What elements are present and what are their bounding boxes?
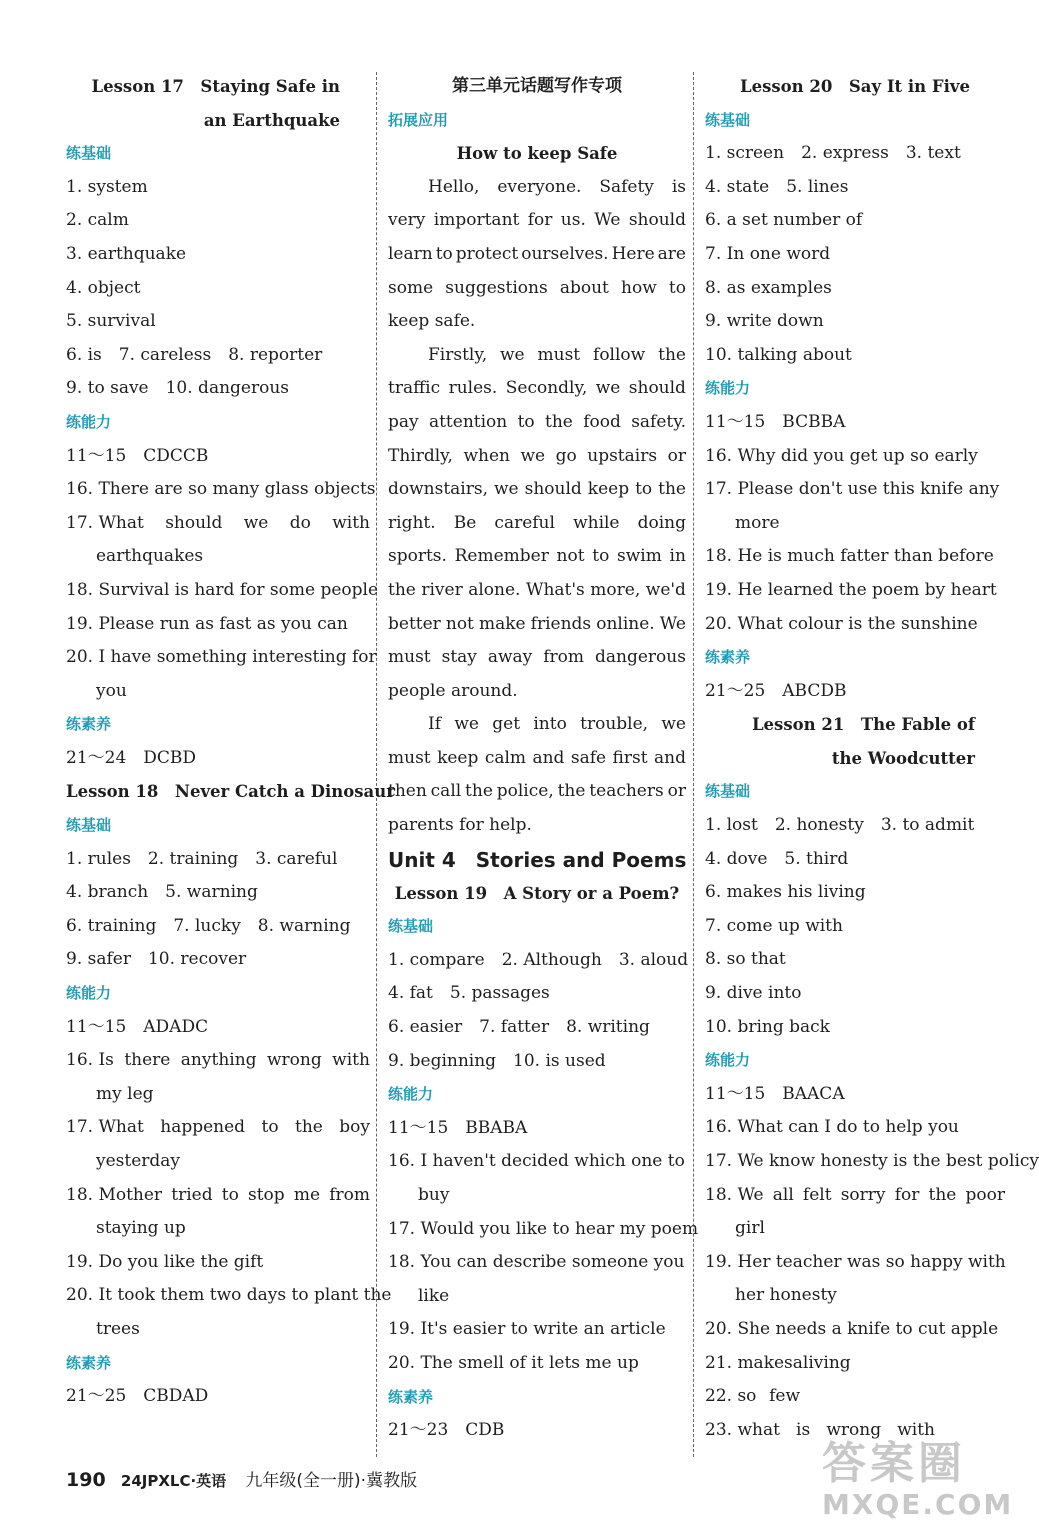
answer-line — [66, 1179, 370, 1213]
question-range: 11～15 — [705, 411, 766, 432]
unit-title: Unit 4 Stories and Poems — [388, 847, 687, 872]
section-extension: 拓展应用 — [388, 110, 449, 129]
essay-line — [388, 204, 686, 238]
column-divider — [376, 72, 377, 1457]
answer-line — [66, 1380, 370, 1414]
essay-line — [388, 540, 686, 574]
essay-word: Hello, — [428, 176, 480, 197]
essay-word: in — [669, 546, 686, 567]
answer-line: my leg — [96, 1083, 154, 1104]
word: there — [124, 1050, 171, 1071]
essay-word: must — [388, 747, 431, 768]
word: from — [329, 1184, 370, 1205]
question-range: 21～25 — [705, 680, 766, 701]
section-ability: 练能力 — [66, 984, 112, 1003]
essay-word: should — [628, 210, 686, 231]
word: sorry — [840, 1184, 886, 1205]
answer-line: 1. compare 2. Although 3. aloud — [388, 949, 689, 970]
essay-word: the — [658, 344, 686, 365]
watermark — [822, 1440, 1012, 1526]
essay-word: away — [487, 647, 533, 668]
answer-line: 4. branch 5. warning — [66, 882, 258, 903]
answer-line: 4. state 5. lines — [705, 176, 849, 197]
section-basic: 练基础 — [66, 144, 112, 163]
essay-word: to — [435, 243, 453, 264]
section-quality: 练素养 — [66, 1353, 112, 1372]
word: stop — [248, 1184, 285, 1205]
lesson-title: Lesson 18 Never Catch a Dinosaur — [66, 782, 395, 802]
essay-word: about — [559, 277, 609, 298]
answer-line: trees — [96, 1318, 140, 1339]
essay-line — [388, 675, 686, 709]
answer-line: 18. You can describe someone you — [388, 1252, 685, 1273]
word: wrong — [826, 1419, 882, 1440]
essay-word: river — [421, 579, 463, 600]
essay-line — [388, 809, 686, 843]
answer-line: 4. object — [66, 277, 141, 298]
essay-line — [388, 775, 686, 809]
answer-line: 19. It's easier to write an article — [388, 1319, 666, 1340]
answer-line: 20. She needs a knife to cut apple — [705, 1318, 999, 1339]
section-quality: 练素养 — [388, 1387, 434, 1406]
word: few — [769, 1386, 800, 1407]
essay-line — [388, 305, 686, 339]
essay-word: first — [612, 747, 648, 768]
answer-line: buy — [418, 1185, 450, 1205]
essay-word: traffic — [388, 378, 441, 399]
answer-line: 17. Please don't use this knife any — [705, 479, 1000, 500]
word: we — [243, 512, 269, 533]
answer-line: 16. I haven't decided which one to — [388, 1151, 685, 1172]
essay-line — [388, 440, 686, 474]
answer-line — [705, 675, 1005, 709]
word: the — [294, 1117, 323, 1138]
section-ability: 练能力 — [388, 1085, 434, 1104]
word: to — [261, 1117, 279, 1138]
column-divider — [693, 72, 694, 1457]
watermark-url: MXQE.COM — [822, 1488, 1014, 1521]
essay-word: doing — [637, 512, 686, 533]
essay-word: keep — [437, 747, 479, 768]
essay-word: or — [667, 781, 686, 802]
essay-line — [388, 608, 686, 642]
essay-word: Secondly, — [505, 378, 588, 399]
answer-line: 4. fat 5. passages — [388, 983, 550, 1004]
essay-word: the — [658, 479, 686, 500]
essay-line — [388, 641, 686, 675]
essay-word: must — [537, 344, 581, 365]
answer-line: 18. He is much fatter than before — [705, 546, 994, 567]
essay-title: How to keep Safe — [456, 144, 618, 164]
essay-word: the — [545, 411, 573, 432]
word: tried — [171, 1184, 213, 1205]
word: 16. Is — [66, 1050, 114, 1071]
essay-word: right. — [388, 512, 436, 533]
answer-line — [66, 1111, 370, 1145]
book-code: 24JPXLC·英语 — [120, 1472, 227, 1490]
answer-line: 18. Survival is hard for some people — [66, 579, 379, 600]
answer-line: 9. beginning 10. is used — [388, 1050, 606, 1071]
essay-word: Thirdly, — [388, 445, 453, 466]
answer-line — [66, 1044, 370, 1078]
essay-word: call — [430, 781, 462, 802]
essay-word: should — [628, 378, 686, 399]
word: boy — [339, 1117, 370, 1138]
choice-answers: BCBBA — [782, 411, 846, 432]
answer-line: earthquakes — [96, 546, 204, 567]
column-3 — [705, 70, 1039, 1447]
essay-word: sports. — [388, 546, 447, 567]
essay-word: to — [517, 411, 535, 432]
answer-line: you — [96, 680, 127, 701]
essay-word: food — [583, 411, 621, 432]
essay-word: calm — [484, 747, 527, 768]
essay-word: upstairs — [587, 445, 658, 466]
essay-word: are — [657, 243, 686, 264]
essay-word: What's — [525, 579, 585, 600]
essay-word: Safety — [599, 176, 654, 197]
word: is — [796, 1419, 811, 1440]
word: living — [802, 1352, 851, 1373]
essay-word: follow — [593, 344, 646, 365]
word: wrong — [266, 1050, 322, 1071]
answer-line: 6. training 7. lucky 8. warning — [66, 915, 351, 936]
answer-line — [705, 1179, 1005, 1213]
question-range: 21～25 — [66, 1386, 127, 1407]
answer-line: 16. Why did you get up so early — [705, 445, 978, 466]
essay-word: when — [463, 445, 510, 466]
answer-line: her honesty — [735, 1285, 837, 1306]
essay-word: Remember — [454, 546, 549, 567]
answer-line — [66, 742, 370, 776]
essay-word: we — [454, 714, 479, 735]
word: should — [165, 512, 223, 533]
unit-topic-title: 第三单元话题写作专项 — [452, 76, 622, 96]
word: 21. makes — [705, 1352, 793, 1373]
essay-line — [388, 708, 686, 742]
essay-word: We — [594, 210, 621, 231]
essay-word: from — [543, 647, 585, 668]
essay-word: Here — [611, 243, 655, 264]
answer-line — [705, 1380, 800, 1414]
essay-word: make — [478, 613, 526, 634]
choice-answers: ABCDB — [782, 680, 847, 701]
answer-line — [388, 1112, 686, 1146]
essay-word: Firstly, — [428, 344, 488, 365]
essay-word: ourselves. — [521, 243, 609, 264]
essay-word: we — [500, 344, 525, 365]
choice-answers: ADADC — [143, 1016, 209, 1037]
answer-line: 20. The smell of it lets me up — [388, 1352, 639, 1373]
word: me — [293, 1184, 321, 1205]
answer-line: 6. makes his living — [705, 882, 866, 903]
word: 17. What — [66, 1117, 144, 1138]
choice-answers: CDCCB — [143, 445, 209, 466]
word: happened — [160, 1117, 246, 1138]
word: do — [289, 512, 311, 533]
answer-line: 20. It took them two days to plant the — [66, 1285, 392, 1306]
essay-word: into — [533, 714, 567, 735]
essay-word: better — [388, 613, 441, 634]
word: all — [772, 1184, 794, 1205]
word: felt — [802, 1184, 832, 1205]
question-range: 11～15 — [705, 1083, 766, 1104]
answer-line: 9. dive into — [705, 983, 802, 1004]
essay-word: is — [671, 176, 686, 197]
essay-word: or — [667, 445, 686, 466]
essay-word: not — [556, 546, 585, 567]
essay-line — [388, 574, 686, 608]
essay-line — [388, 372, 686, 406]
word: to — [221, 1184, 239, 1205]
answer-line: 5. survival — [66, 311, 156, 332]
answer-line: 1. lost 2. honesty 3. to admit — [705, 815, 975, 836]
choice-answers: CBDAD — [143, 1386, 209, 1407]
lesson-title: Lesson 17 Staying Safe in — [91, 77, 340, 96]
answer-line: 4. dove 5. third — [705, 848, 849, 869]
essay-word: dangerous — [595, 647, 686, 668]
section-basic: 练基础 — [388, 917, 434, 936]
essay-line — [388, 406, 686, 440]
column-2 — [388, 70, 699, 1448]
answer-line: 19. Her teacher was so happy with — [705, 1251, 1006, 1272]
answer-line — [705, 406, 1005, 440]
essay-word: must — [388, 647, 431, 668]
essay-word: we'd — [645, 579, 686, 600]
section-ability: 练能力 — [66, 412, 112, 431]
essay-word: we — [520, 445, 546, 466]
word: 18. Mother — [66, 1184, 163, 1205]
essay-word: to — [668, 277, 686, 298]
word: poor — [965, 1184, 1005, 1205]
watermark-mark: 答案圈 — [822, 1438, 966, 1489]
word: 18. We — [705, 1184, 764, 1205]
question-range: 21～24 — [66, 747, 127, 768]
essay-word: alone. — [468, 579, 521, 600]
answer-line: 6. easier 7. fatter 8. writing — [388, 1017, 650, 1038]
essay-word: We — [659, 613, 686, 634]
choice-answers: DCBD — [143, 747, 197, 768]
essay-word: important — [433, 210, 520, 231]
answer-line — [705, 1347, 851, 1381]
essay-word: swim — [617, 546, 662, 567]
answer-line: 9. safer 10. recover — [66, 949, 247, 970]
essay-word: downstairs, — [388, 479, 488, 500]
essay-word: then — [388, 781, 427, 802]
answer-line: yesterday — [96, 1151, 181, 1171]
question-range: 21～23 — [388, 1420, 449, 1441]
essay-word: to — [635, 479, 653, 500]
answer-line: 8. as examples — [705, 277, 832, 298]
word: anything — [180, 1050, 257, 1071]
essay-word: learn — [388, 243, 433, 264]
answer-line: 20. What colour is the sunshine — [705, 613, 978, 634]
lesson-title: Lesson 21 The Fable of — [751, 715, 975, 735]
essay-word: we — [595, 378, 621, 399]
essay-line — [388, 507, 686, 541]
essay-line — [388, 238, 686, 272]
answer-line: 16. There are so many glass objects — [66, 479, 376, 500]
word: the — [928, 1184, 957, 1205]
section-quality: 练素养 — [705, 648, 751, 667]
essay-word: we — [493, 479, 519, 500]
essay-line — [388, 742, 686, 776]
section-ability: 练能力 — [705, 379, 751, 398]
essay-word: stay — [441, 647, 477, 668]
question-range: 11～15 — [66, 445, 127, 466]
essay-word: and — [654, 747, 686, 768]
essay-word: go — [555, 445, 577, 466]
section-basic: 练基础 — [705, 782, 751, 801]
answer-line: 17. Would you like to hear my poem — [388, 1218, 699, 1239]
essay-word: we — [661, 714, 686, 735]
essay-word: to — [592, 546, 610, 567]
essay-word: not — [445, 613, 474, 634]
essay-word: careful — [494, 512, 555, 533]
essay-word: and — [532, 747, 565, 768]
essay-word: If — [428, 714, 442, 735]
answer-line: like — [418, 1285, 450, 1306]
choice-answers: CDB — [465, 1420, 505, 1441]
essay-word: protect — [455, 243, 519, 264]
essay-word: attention — [428, 411, 508, 432]
section-basic: 练基础 — [705, 110, 751, 129]
choice-answers: BBABA — [465, 1117, 528, 1138]
word: 22. so — [705, 1386, 757, 1407]
essay-word: the — [388, 579, 416, 600]
lesson-title: Lesson 19 A Story or a Poem? — [394, 883, 680, 903]
page-number: 190 — [66, 1469, 106, 1491]
essay-word: suggestions — [445, 277, 548, 298]
essay-word: keep safe. — [388, 311, 476, 332]
essay-word: us. — [560, 210, 586, 231]
section-ability: 练能力 — [705, 1051, 751, 1070]
answer-line: 6. is 7. careless 8. reporter — [66, 344, 323, 365]
answer-line: 1. system — [66, 176, 148, 197]
answer-line: 19. He learned the poem by heart — [705, 579, 997, 600]
answer-line — [66, 1011, 370, 1045]
word: a — [792, 1352, 803, 1373]
essay-line — [388, 171, 686, 205]
essay-word: safety. — [631, 411, 686, 432]
essay-word: keep — [587, 479, 630, 500]
section-quality: 练素养 — [66, 715, 112, 734]
essay-line — [388, 339, 686, 373]
question-range: 11～15 — [388, 1117, 449, 1138]
essay-word: safe — [570, 747, 607, 768]
essay-word: people around. — [388, 680, 518, 701]
essay-word: rules. — [448, 378, 498, 399]
page-footer — [66, 1466, 417, 1491]
answer-line: 9. to save 10. dangerous — [66, 378, 290, 399]
column-1 — [66, 70, 395, 1414]
essay-word: how — [621, 277, 657, 298]
answer-line: 20. I have something interesting for — [66, 647, 377, 668]
grade-edition: 九年级(全一册)·冀教版 — [245, 1471, 418, 1491]
essay-word: online. — [596, 613, 655, 634]
essay-word: some — [388, 277, 434, 298]
essay-word: everyone. — [497, 176, 582, 197]
question-range: 11～15 — [66, 1016, 127, 1037]
answer-line: girl — [735, 1218, 765, 1239]
essay-word: the — [557, 781, 586, 802]
answer-line: 2. calm — [66, 210, 129, 231]
answer-line: 1. rules 2. training 3. careful — [66, 848, 338, 869]
answer-line: staying up — [96, 1218, 186, 1239]
answer-line: 9. write down — [705, 311, 824, 332]
essay-word: friends — [530, 613, 592, 634]
answer-line: 6. a set number of — [705, 210, 863, 231]
answer-line: 19. Do you like the gift — [66, 1251, 264, 1272]
essay-word: should — [524, 479, 582, 500]
essay-word: trouble, — [580, 714, 649, 735]
lesson-title: Lesson 20 Say It in Five — [740, 77, 970, 96]
choice-answers: BAACA — [782, 1083, 845, 1104]
answer-line: 10. talking about — [705, 344, 852, 365]
answer-line: 3. earthquake — [66, 243, 187, 264]
essay-word: pay — [388, 411, 419, 432]
lesson-title: an Earthquake — [203, 110, 340, 130]
word: with — [897, 1419, 935, 1440]
essay-word: parents for help. — [388, 815, 532, 836]
answer-line: 7. come up with — [705, 915, 843, 936]
answer-line — [705, 1078, 1005, 1112]
word: with — [332, 512, 370, 533]
answer-line — [388, 1414, 686, 1448]
answer-line: 1. screen 2. express 3. text — [705, 143, 961, 164]
essay-word: for — [527, 210, 553, 231]
answer-line: 19. Please run as fast as you can — [66, 613, 348, 634]
word: for — [894, 1184, 920, 1205]
answer-line: 10. bring back — [705, 1016, 830, 1037]
answer-line: 16. What can I do to help you — [705, 1117, 959, 1138]
essay-word: the — [465, 781, 493, 802]
essay-word: Be — [453, 512, 477, 533]
word: 17. What — [66, 512, 144, 533]
essay-body — [388, 171, 686, 843]
essay-word: very — [388, 210, 426, 231]
answer-line: 8. so that — [705, 949, 786, 970]
answer-line — [66, 440, 370, 474]
answer-line: 17. We know honesty is the best policy — [705, 1151, 1039, 1171]
essay-word: more, — [590, 579, 641, 600]
answer-line — [66, 507, 370, 541]
section-basic: 练基础 — [66, 816, 112, 835]
answer-line: more — [735, 512, 780, 533]
lesson-title: the Woodcutter — [831, 748, 975, 768]
answer-line: 7. In one word — [705, 243, 831, 264]
word: with — [332, 1050, 370, 1071]
essay-line — [388, 473, 686, 507]
essay-line — [388, 272, 686, 306]
essay-word: police, — [496, 781, 554, 802]
word: 23. what — [705, 1419, 780, 1440]
essay-word: while — [573, 512, 620, 533]
essay-word: get — [492, 714, 521, 735]
essay-word: teachers — [589, 781, 664, 802]
